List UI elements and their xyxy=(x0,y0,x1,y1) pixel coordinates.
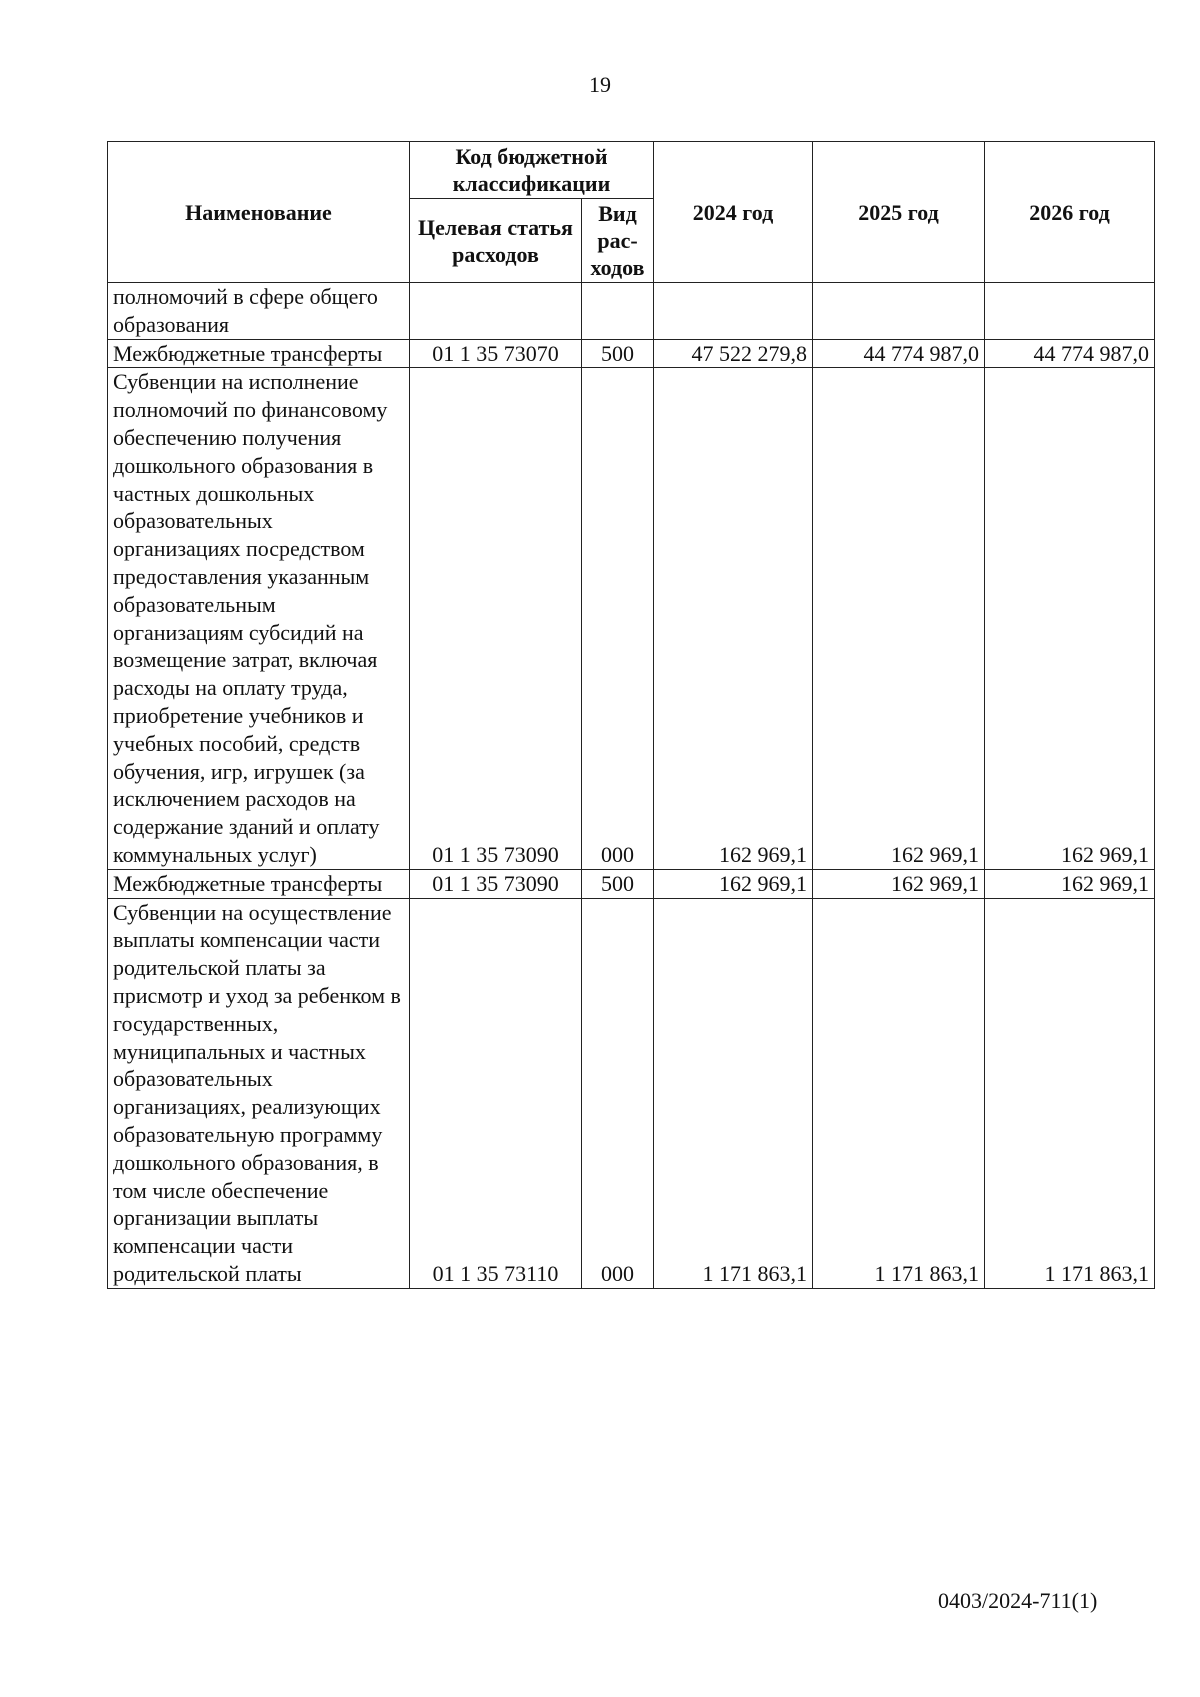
row-value-2024: 162 969,1 xyxy=(654,869,813,898)
table-row xyxy=(108,869,1155,898)
table-row xyxy=(108,339,1155,368)
row-value-2024: 162 969,1 xyxy=(654,368,813,869)
row-value-2024: 1 171 863,1 xyxy=(654,898,813,1288)
row-target-article: 01 1 35 73070 xyxy=(410,339,582,368)
row-name: Межбюджетные трансферты xyxy=(108,869,410,898)
header-name: Наименование xyxy=(108,142,410,283)
row-value-2025: 1 171 863,1 xyxy=(813,898,985,1288)
budget-table xyxy=(107,141,1155,1289)
row-value-2026: 1 171 863,1 xyxy=(985,898,1155,1288)
row-name: полномочий в сфере общего образования xyxy=(108,283,410,340)
row-value-2026: 44 774 987,0 xyxy=(985,339,1155,368)
row-target-article: 01 1 35 73090 xyxy=(410,869,582,898)
header-expense-type: Вид рас-ходов xyxy=(582,199,654,283)
page-number: 19 xyxy=(589,72,611,97)
header-target-article: Целевая статья расходов xyxy=(410,199,582,283)
row-expense-type: 000 xyxy=(582,898,654,1288)
row-expense-type xyxy=(582,283,654,340)
header-year-2026: 2026 год xyxy=(985,142,1155,283)
document-code: 0403/2024-711(1) xyxy=(938,1588,1098,1613)
header-year-2025: 2025 год xyxy=(813,142,985,283)
row-expense-type: 500 xyxy=(582,339,654,368)
row-value-2026: 162 969,1 xyxy=(985,368,1155,869)
table-row xyxy=(108,283,1155,340)
row-value-2025: 162 969,1 xyxy=(813,869,985,898)
row-value-2025 xyxy=(813,283,985,340)
row-expense-type: 500 xyxy=(582,869,654,898)
row-target-article xyxy=(410,283,582,340)
row-expense-type: 000 xyxy=(582,368,654,869)
header-budget-code: Код бюджетной классификации xyxy=(410,142,654,199)
row-target-article: 01 1 35 73110 xyxy=(410,898,582,1288)
row-value-2024: 47 522 279,8 xyxy=(654,339,813,368)
row-value-2024 xyxy=(654,283,813,340)
row-value-2025: 44 774 987,0 xyxy=(813,339,985,368)
header-year-2024: 2024 год xyxy=(654,142,813,283)
row-target-article: 01 1 35 73090 xyxy=(410,368,582,869)
row-value-2025: 162 969,1 xyxy=(813,368,985,869)
row-name: Межбюджетные трансферты xyxy=(108,339,410,368)
row-name: Субвенции на исполнение полномочий по финансовому обеспечению получения дошкольного образования в частных дошкольных образовательных организациях посредством предоставления указанным образовательным организациям субсидий на возмещение затрат, включая расходы на оплату труда, приобретение учебников и учебных пособий, средств обучения, игр, игрушек (за исключением расходов на содержание зданий и оплату коммунальных услуг) xyxy=(108,368,410,869)
row-value-2026: 162 969,1 xyxy=(985,869,1155,898)
row-value-2026 xyxy=(985,283,1155,340)
row-name: Субвенции на осуществление выплаты компенсации части родительской платы за присмотр и уход за ребенком в государственных, муниципальных и частных образовательных организациях, реализующих образовательную программу дошкольного образования, в том числе обеспечение организации выплаты компенсации части родительской платы xyxy=(108,898,410,1288)
table-row xyxy=(108,368,1155,869)
table-row xyxy=(108,898,1155,1288)
